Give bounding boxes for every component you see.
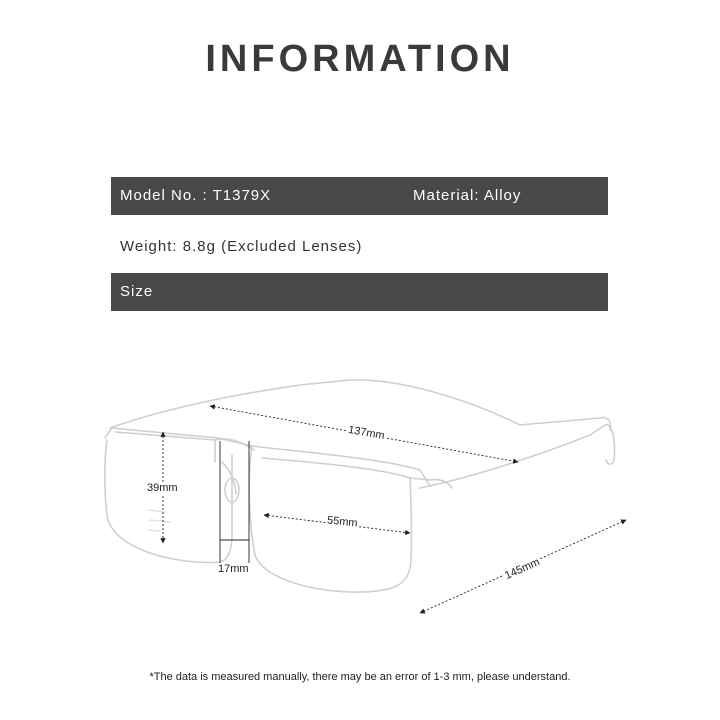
size-header-bar bbox=[111, 273, 608, 311]
page-title: INFORMATION bbox=[205, 38, 515, 80]
material: Material: Alloy bbox=[413, 187, 522, 204]
model-number: Model No. : T1379X bbox=[120, 187, 272, 204]
measurement-note: *The data is measured manually, there may be an error of 1-3 mm, please understand. bbox=[149, 671, 571, 683]
temple-length-label: 137mm bbox=[347, 423, 386, 443]
lens-width-label: 55mm bbox=[326, 514, 359, 530]
lens-height-label: 39mm bbox=[147, 482, 178, 494]
bridge-width-label: 17mm bbox=[218, 563, 249, 575]
glasses-drawing bbox=[0, 360, 720, 640]
model-material-bar bbox=[111, 177, 608, 215]
frame-width-label: 145mm bbox=[503, 556, 542, 582]
glasses-diagram bbox=[0, 360, 720, 640]
weight: Weight: 8.8g (Excluded Lenses) bbox=[120, 238, 363, 255]
size-header: Size bbox=[120, 283, 154, 300]
